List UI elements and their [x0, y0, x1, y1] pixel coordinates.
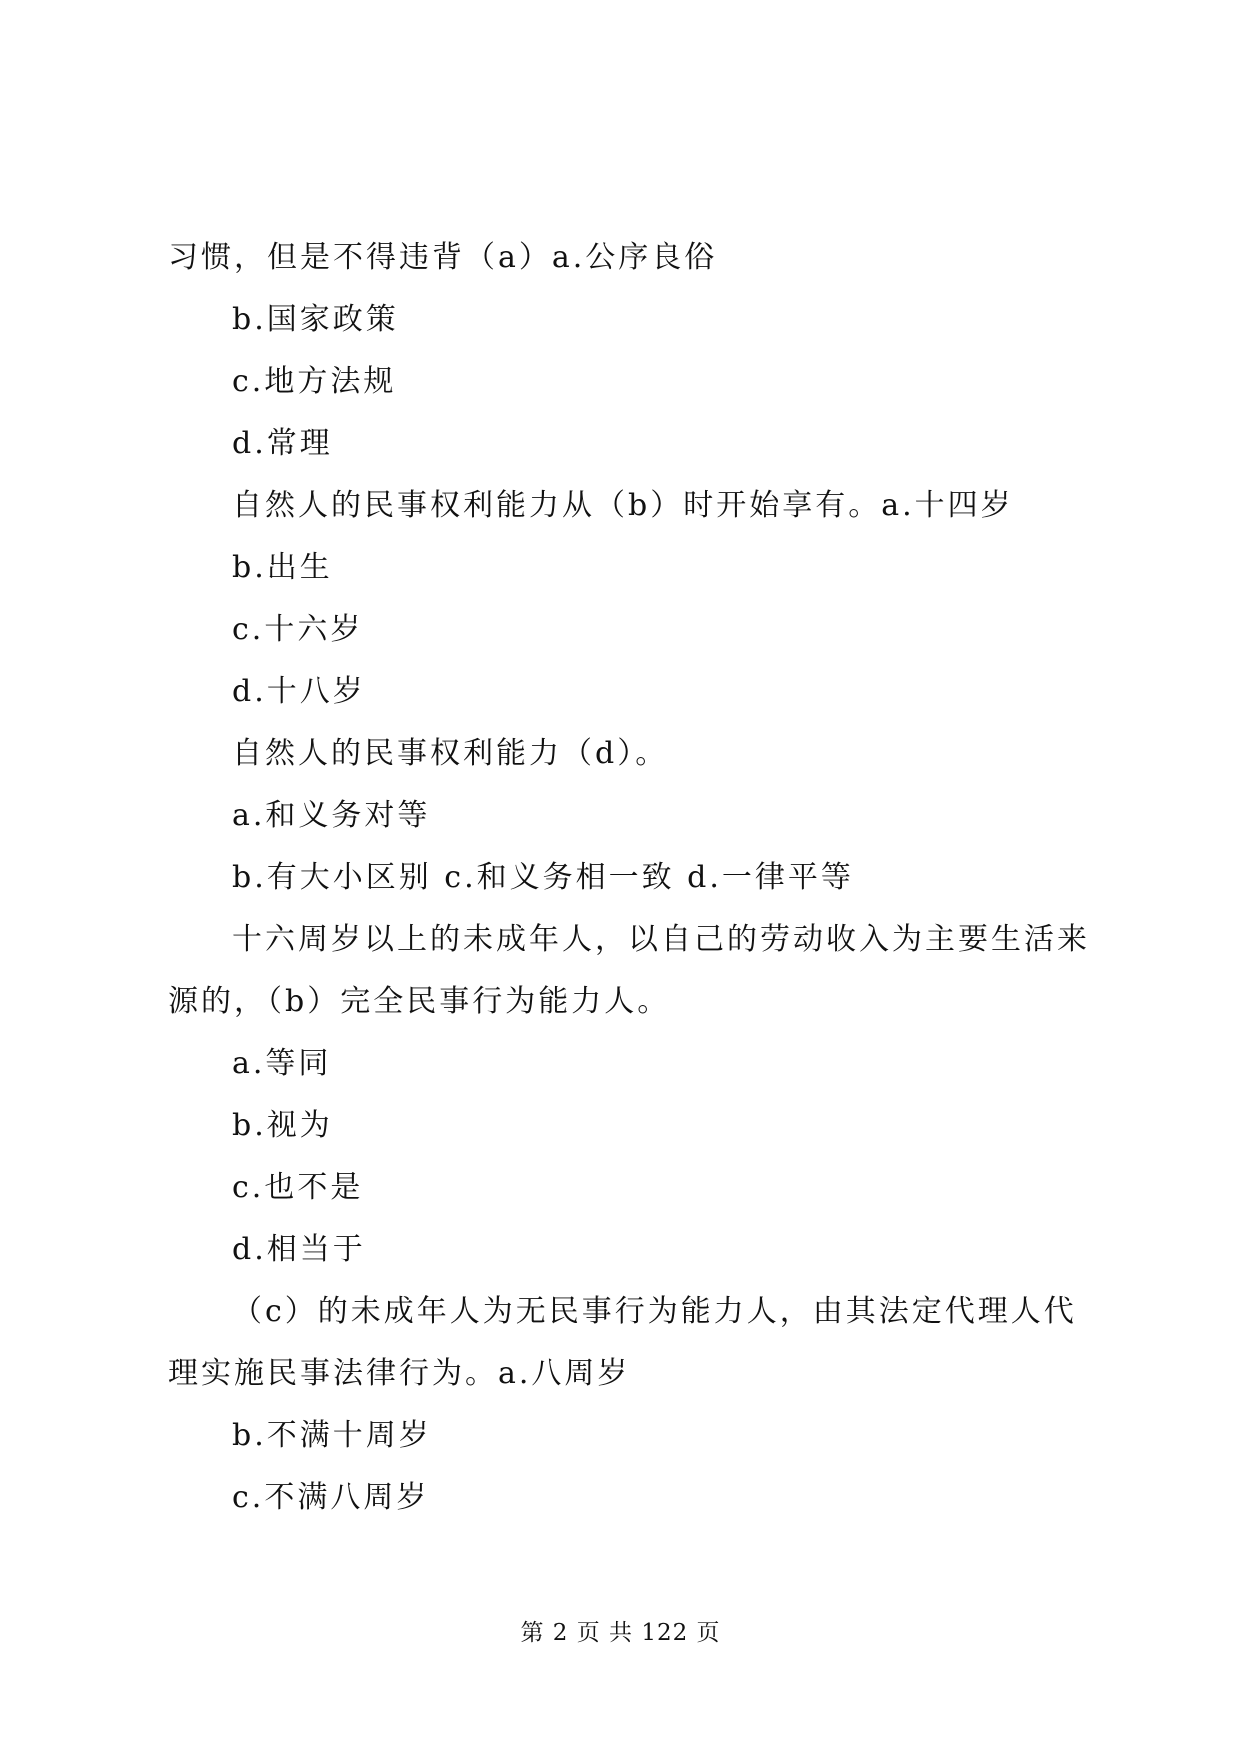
- text-line: d.常理: [232, 426, 333, 461]
- text-line: b.不满十周岁: [232, 1418, 432, 1453]
- text-line: b.国家政策: [232, 302, 399, 337]
- text-line: a.等同: [232, 1046, 332, 1081]
- text-line: d.相当于: [232, 1232, 366, 1267]
- text-line: c.十六岁: [232, 612, 364, 647]
- text-line: 理实施民事法律行为。a.八周岁: [168, 1356, 631, 1391]
- page-number-footer: 第 2 页 共 122 页: [520, 1620, 721, 1646]
- text-line: 自然人的民事权利能力从（b）时开始享有。a.十四岁: [232, 488, 1014, 523]
- text-line: c.不满八周岁: [232, 1480, 430, 1515]
- text-line: 源的，（b）完全民事行为能力人。: [168, 984, 671, 1019]
- text-line: c.地方法规: [232, 364, 397, 399]
- text-line: c.也不是: [232, 1170, 364, 1205]
- text-line: b.有大小区别 c.和义务相一致 d.一律平等: [232, 860, 854, 895]
- text-line: 习惯，但是不得违背（a）a.公序良俗: [168, 240, 718, 275]
- text-line: a.和义务对等: [232, 798, 431, 833]
- text-line: b.出生: [232, 550, 333, 585]
- text-line: d.十八岁: [232, 674, 366, 709]
- text-line: b.视为: [232, 1108, 333, 1143]
- text-line: 自然人的民事权利能力（d）。: [232, 736, 669, 771]
- text-line: 十六周岁以上的未成年人，以自己的劳动收入为主要生活来: [232, 922, 1090, 957]
- text-line: （c）的未成年人为无民事行为能力人，由其法定代理人代: [232, 1294, 1077, 1329]
